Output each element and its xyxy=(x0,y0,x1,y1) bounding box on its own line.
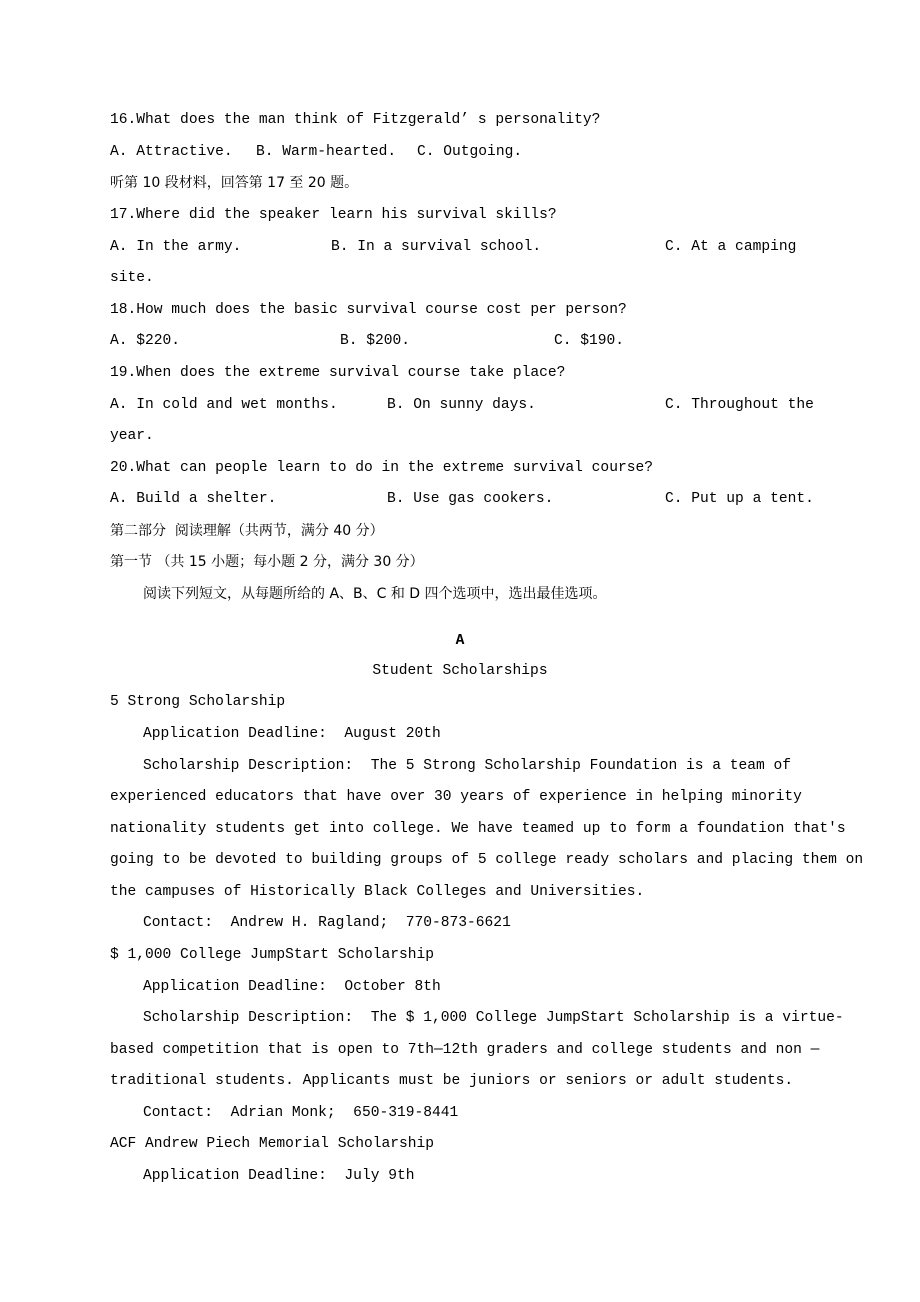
q19-option-c-cont: year. xyxy=(110,428,154,444)
q16-option-b: B. Warm-hearted. xyxy=(256,144,397,160)
scholarship-1-name: 5 Strong Scholarship xyxy=(110,694,286,710)
q17-option-c: C. At a camping xyxy=(665,239,797,255)
q18-option-c: C. $190. xyxy=(554,333,625,349)
scholarship-2-desc-line: traditional students. Applicants must be juniors or seniors or adult students. xyxy=(110,1073,794,1089)
scholarship-1-desc-line: going to be devoted to building groups of 5 college ready scholars and placing them on xyxy=(110,852,864,868)
q20-option-c: C. Put up a tent. xyxy=(665,491,814,507)
passage-letter: A xyxy=(455,633,465,649)
q16-option-c: C. Outgoing. xyxy=(417,144,523,160)
scholarship-1-desc-line: the campuses of Historically Black Colleges and Universities. xyxy=(110,884,645,900)
scholarship-2-desc-line: based competition that is open to 7th—12th graders and college students and non — xyxy=(110,1042,820,1058)
part-two-title: 第二部分 阅读理解（共两节，满分 40 分） xyxy=(110,523,384,539)
scholarship-3-deadline: Application Deadline: July 9th xyxy=(143,1168,415,1184)
q17-option-a: A. In the army. xyxy=(110,239,242,255)
section-one-title: 第一节 （共 15 小题；每小题 2 分，满分 30 分） xyxy=(110,554,424,570)
question-19: 19.When does the extreme survival course take place? xyxy=(110,365,566,381)
question-18: 18.How much does the basic survival course cost per person? xyxy=(110,302,627,318)
question-20: 20.What can people learn to do in the extreme survival course? xyxy=(110,460,653,476)
question-16: 16.What does the man think of Fitzgerald’ s personality? xyxy=(110,112,601,128)
scholarship-3-name: ACF Andrew Piech Memorial Scholarship xyxy=(110,1136,435,1152)
q19-option-c: C. Throughout the xyxy=(665,397,814,413)
scholarship-1-desc-line: nationality students get into college. We have teamed up to form a foundation that's xyxy=(110,821,846,837)
scholarship-2-contact: Contact: Adrian Monk; 650-319-8441 xyxy=(143,1105,459,1121)
scholarship-2-deadline: Application Deadline: October 8th xyxy=(143,979,441,995)
scholarship-1-desc-line: experienced educators that have over 30 years of experience in helping minority xyxy=(110,789,802,805)
q17-option-b: B. In a survival school. xyxy=(331,239,542,255)
passage-title: Student Scholarships xyxy=(372,663,548,679)
scholarship-1-deadline: Application Deadline: August 20th xyxy=(143,726,441,742)
scholarship-2-name: $ 1,000 College JumpStart Scholarship xyxy=(110,947,435,963)
q20-option-b: B. Use gas cookers. xyxy=(387,491,554,507)
q19-option-b: B. On sunny days. xyxy=(387,397,536,413)
question-17: 17.Where did the speaker learn his survival skills? xyxy=(110,207,557,223)
q17-option-c-cont: site. xyxy=(110,270,154,286)
scholarship-1-desc-line: Scholarship Description: The 5 Strong Scholarship Foundation is a team of xyxy=(143,758,792,774)
q18-option-a: A. $220. xyxy=(110,333,181,349)
section-10-instruction: 听第 10 段材料，回答第 17 至 20 题。 xyxy=(110,175,359,191)
q16-option-a: A. Attractive. xyxy=(110,144,233,160)
scholarship-2-desc-line: Scholarship Description: The $ 1,000 College JumpStart Scholarship is a virtue- xyxy=(143,1010,844,1026)
scholarship-1-contact: Contact: Andrew H. Ragland; 770-873-6621 xyxy=(143,915,511,931)
reading-instruction: 阅读下列短文，从每题所给的 A、B、C 和 D 四个选项中，选出最佳选项。 xyxy=(143,586,607,602)
q19-option-a: A. In cold and wet months. xyxy=(110,397,338,413)
q20-option-a: A. Build a shelter. xyxy=(110,491,277,507)
q18-option-b: B. $200. xyxy=(340,333,411,349)
